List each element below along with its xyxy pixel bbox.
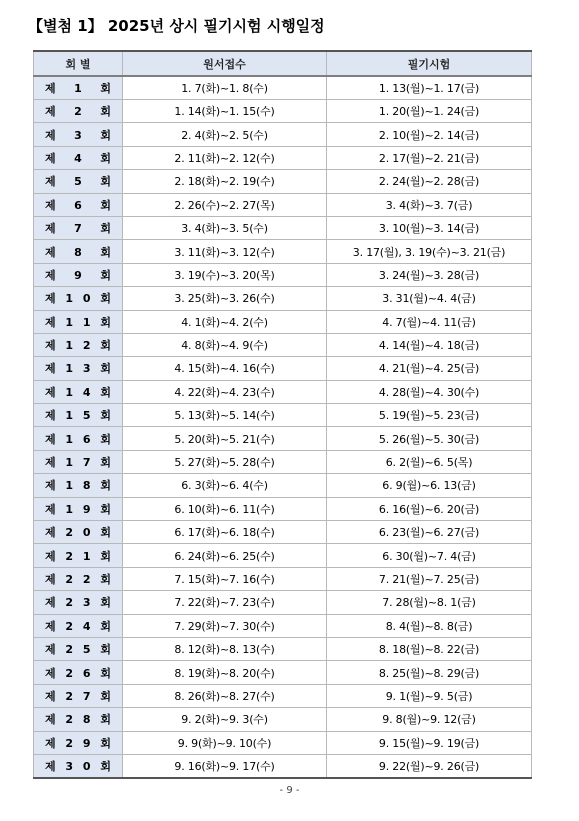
round-cell — [34, 310, 123, 333]
exam-period-cell: 5. 26(월)~5. 30(금) — [327, 427, 532, 450]
round-label: 제 1 4 회 — [45, 385, 111, 399]
application-period-cell: 5. 27(화)~5. 28(수) — [123, 450, 327, 473]
round-label: 제 2 회 — [45, 105, 111, 119]
exam-period-cell: 4. 21(월)~4. 25(금) — [327, 357, 532, 380]
round-label: 제 1 8 회 — [45, 479, 111, 493]
exam-period-cell: 8. 25(월)~8. 29(금) — [327, 661, 532, 684]
round-label: 제 1 3 회 — [45, 362, 111, 376]
exam-period-cell: 8. 18(월)~8. 22(금) — [327, 637, 532, 660]
application-period-cell: 6. 24(화)~6. 25(수) — [123, 544, 327, 567]
round-label: 제 2 9 회 — [45, 736, 111, 750]
table-row — [34, 497, 532, 520]
table-row — [34, 170, 532, 193]
round-cell — [34, 567, 123, 590]
table-row — [34, 661, 532, 684]
exam-period-cell: 6. 16(월)~6. 20(금) — [327, 497, 532, 520]
application-period-cell: 9. 2(화)~9. 3(수) — [123, 708, 327, 731]
exam-period-cell: 2. 10(월)~2. 14(금) — [327, 123, 532, 146]
round-cell — [34, 240, 123, 263]
round-cell — [34, 193, 123, 216]
exam-period-cell: 3. 17(월), 3. 19(수)~3. 21(금) — [327, 240, 532, 263]
table-row — [34, 193, 532, 216]
application-period-cell: 7. 15(화)~7. 16(수) — [123, 567, 327, 590]
exam-period-cell: 5. 19(월)~5. 23(금) — [327, 404, 532, 427]
round-cell — [34, 637, 123, 660]
application-period-cell: 1. 14(화)~1. 15(수) — [123, 100, 327, 123]
application-period-cell: 4. 22(화)~4. 23(수) — [123, 380, 327, 403]
application-period-cell: 5. 20(화)~5. 21(수) — [123, 427, 327, 450]
exam-period-cell: 1. 13(월)~1. 17(금) — [327, 76, 532, 100]
exam-period-cell: 4. 14(월)~4. 18(금) — [327, 333, 532, 356]
round-label: 제 1 6 회 — [45, 432, 111, 446]
table-header-row — [34, 51, 532, 76]
exam-period-cell: 9. 8(월)~9. 12(금) — [327, 708, 532, 731]
round-label: 제 2 8 회 — [45, 713, 111, 727]
round-cell — [34, 754, 123, 778]
round-label: 제 2 3 회 — [45, 596, 111, 610]
round-label: 제 1 1 회 — [45, 315, 111, 329]
exam-period-cell: 3. 24(월)~3. 28(금) — [327, 263, 532, 286]
application-period-cell: 5. 13(화)~5. 14(수) — [123, 404, 327, 427]
round-cell — [34, 146, 123, 169]
exam-period-cell: 9. 15(월)~9. 19(금) — [327, 731, 532, 754]
round-label: 제 2 2 회 — [45, 573, 111, 586]
round-cell — [34, 614, 123, 637]
exam-period-cell: 8. 4(월)~8. 8(금) — [327, 614, 532, 637]
round-cell — [34, 731, 123, 754]
exam-period-cell: 7. 21(월)~7. 25(금) — [327, 567, 532, 590]
exam-period-cell: 9. 22(월)~9. 26(금) — [327, 754, 532, 778]
table-row — [34, 427, 532, 450]
round-label: 제 1 9 회 — [45, 502, 111, 516]
table-row — [34, 310, 532, 333]
application-period-cell: 2. 4(화)~2. 5(수) — [123, 123, 327, 146]
round-cell — [34, 404, 123, 427]
table-row — [34, 263, 532, 286]
round-cell — [34, 661, 123, 684]
exam-period-cell: 2. 24(월)~2. 28(금) — [327, 170, 532, 193]
document-title: 【별첨 1】 2025년 상시 필기시험 시행일정 — [28, 17, 325, 35]
header-round: 회 별 — [34, 51, 123, 76]
exam-period-cell: 6. 9(월)~6. 13(금) — [327, 474, 532, 497]
table-row — [34, 450, 532, 473]
table-body — [34, 76, 532, 778]
round-label: 제 2 0 회 — [45, 526, 111, 540]
table-row — [34, 380, 532, 403]
table-row — [34, 287, 532, 310]
round-cell — [34, 380, 123, 403]
round-cell — [34, 544, 123, 567]
round-cell — [34, 333, 123, 356]
header-exam: 필기시험 — [327, 51, 532, 76]
round-cell — [34, 170, 123, 193]
table-row — [34, 240, 532, 263]
table-row — [34, 614, 532, 637]
round-cell — [34, 76, 123, 100]
table-row — [34, 474, 532, 497]
round-label: 제 6 회 — [45, 198, 111, 212]
round-label: 제 5 회 — [45, 175, 111, 189]
round-cell — [34, 708, 123, 731]
exam-period-cell: 3. 10(월)~3. 14(금) — [327, 216, 532, 239]
application-period-cell: 3. 19(수)~3. 20(목) — [123, 263, 327, 286]
exam-schedule-table — [33, 50, 532, 779]
table-row — [34, 591, 532, 614]
round-label: 제 1 0 회 — [45, 292, 111, 306]
round-label: 제 1 2 회 — [45, 339, 111, 353]
round-cell — [34, 357, 123, 380]
exam-period-cell: 6. 2(월)~6. 5(목) — [327, 450, 532, 473]
round-label: 제 1 5 회 — [45, 409, 111, 423]
header-application: 원서접수 — [123, 51, 327, 76]
application-period-cell: 3. 11(화)~3. 12(수) — [123, 240, 327, 263]
application-period-cell: 3. 4(화)~3. 5(수) — [123, 216, 327, 239]
round-cell — [34, 100, 123, 123]
table-row — [34, 100, 532, 123]
round-cell — [34, 591, 123, 614]
exam-period-cell: 4. 7(월)~4. 11(금) — [327, 310, 532, 333]
application-period-cell: 6. 3(화)~6. 4(수) — [123, 474, 327, 497]
round-label: 제 2 1 회 — [45, 549, 111, 563]
table-row — [34, 708, 532, 731]
round-label: 제 2 5 회 — [45, 643, 111, 657]
exam-period-cell: 6. 30(월)~7. 4(금) — [327, 544, 532, 567]
round-cell — [34, 474, 123, 497]
table-row — [34, 333, 532, 356]
exam-period-cell: 3. 4(화)~3. 7(금) — [327, 193, 532, 216]
round-label: 제 7 회 — [45, 222, 111, 236]
exam-period-cell: 7. 28(월)~8. 1(금) — [327, 591, 532, 614]
round-cell — [34, 521, 123, 544]
table-row — [34, 216, 532, 239]
table-row — [34, 754, 532, 778]
table-row — [34, 544, 532, 567]
application-period-cell: 2. 18(화)~2. 19(수) — [123, 170, 327, 193]
round-label: 제 1 회 — [45, 82, 111, 95]
application-period-cell: 4. 8(화)~4. 9(수) — [123, 333, 327, 356]
table-row — [34, 146, 532, 169]
round-cell — [34, 684, 123, 707]
application-period-cell: 3. 25(화)~3. 26(수) — [123, 287, 327, 310]
table-row — [34, 76, 532, 100]
round-label: 제 1 7 회 — [45, 456, 111, 470]
application-period-cell: 7. 29(화)~7. 30(수) — [123, 614, 327, 637]
round-cell — [34, 263, 123, 286]
round-label: 제 8 회 — [45, 245, 111, 259]
application-period-cell: 7. 22(화)~7. 23(수) — [123, 591, 327, 614]
exam-period-cell: 9. 1(월)~9. 5(금) — [327, 684, 532, 707]
exam-period-cell: 4. 28(월)~4. 30(수) — [327, 380, 532, 403]
round-label: 제 9 회 — [45, 268, 111, 282]
round-label: 제 2 4 회 — [45, 619, 111, 633]
table-row — [34, 684, 532, 707]
table-row — [34, 637, 532, 660]
table-row — [34, 404, 532, 427]
round-label: 제 2 7 회 — [45, 689, 111, 703]
round-cell — [34, 450, 123, 473]
round-cell — [34, 427, 123, 450]
round-label: 제 4 회 — [45, 151, 111, 165]
round-label: 제 3 회 — [45, 128, 111, 142]
exam-period-cell: 1. 20(월)~1. 24(금) — [327, 100, 532, 123]
application-period-cell: 2. 11(화)~2. 12(수) — [123, 146, 327, 169]
round-cell — [34, 287, 123, 310]
round-label: 제 3 0 회 — [45, 759, 111, 773]
application-period-cell: 9. 16(화)~9. 17(수) — [123, 754, 327, 778]
round-cell — [34, 216, 123, 239]
exam-period-cell: 2. 17(월)~2. 21(금) — [327, 146, 532, 169]
table-row — [34, 567, 532, 590]
table-row — [34, 731, 532, 754]
page-number: - 9 - — [279, 785, 300, 796]
application-period-cell: 2. 26(수)~2. 27(목) — [123, 193, 327, 216]
application-period-cell: 6. 10(화)~6. 11(수) — [123, 497, 327, 520]
table-row — [34, 521, 532, 544]
exam-period-cell: 6. 23(월)~6. 27(금) — [327, 521, 532, 544]
round-label: 제 2 6 회 — [45, 666, 111, 680]
round-cell — [34, 123, 123, 146]
application-period-cell: 4. 1(화)~4. 2(수) — [123, 310, 327, 333]
application-period-cell: 4. 15(화)~4. 16(수) — [123, 357, 327, 380]
application-period-cell: 8. 12(화)~8. 13(수) — [123, 637, 327, 660]
application-period-cell: 9. 9(화)~9. 10(수) — [123, 731, 327, 754]
exam-period-cell: 3. 31(월)~4. 4(금) — [327, 287, 532, 310]
application-period-cell: 8. 19(화)~8. 20(수) — [123, 661, 327, 684]
table-row — [34, 357, 532, 380]
table-row — [34, 123, 532, 146]
round-cell — [34, 497, 123, 520]
application-period-cell: 8. 26(화)~8. 27(수) — [123, 684, 327, 707]
application-period-cell: 1. 7(화)~1. 8(수) — [123, 76, 327, 100]
application-period-cell: 6. 17(화)~6. 18(수) — [123, 521, 327, 544]
